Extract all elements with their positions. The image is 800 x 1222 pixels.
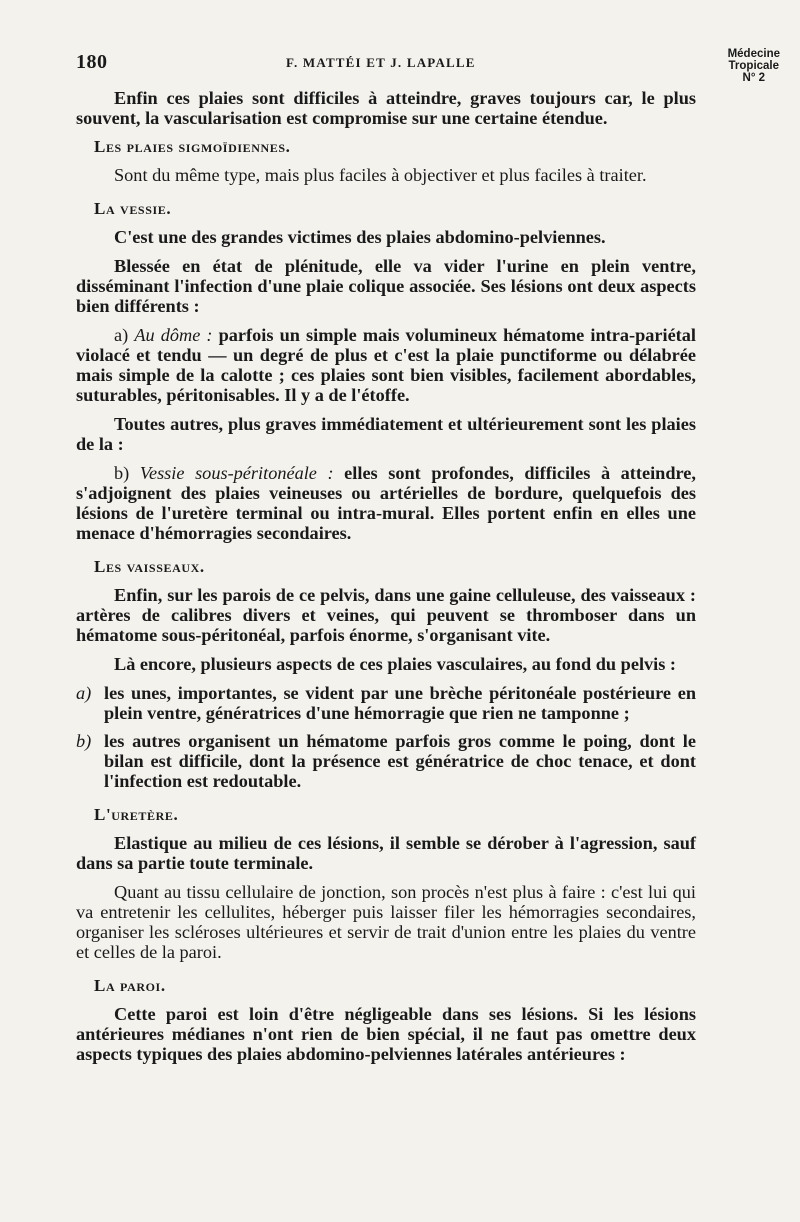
item-marker: b) (114, 463, 130, 483)
journal-name-line2: Tropicale (728, 60, 780, 72)
item-text: parfois un simple mais volumineux hématome intra-pariétal violacé et tendu — un degré de plus et c'est la plaie punctiforme ou délabrée mais simple de la calotte ; ces plaies sont bien visibles, facilement abordables, suturables, péritonisables. Il y a de l'étoffe. (76, 325, 696, 405)
list-text: les autres organisent un hématome parfois gros comme le poing, dont le bilan est difficile, dont la présence est génératrice de choc tenace, et dont l'infection est redoutable. (104, 731, 696, 791)
journal-label (728, 48, 780, 84)
bladder-item-a (76, 325, 696, 405)
section-heading-ureter: L'uretère. (94, 805, 179, 824)
ureter-paragraph-2: Quant au tissu cellulaire de jonction, son procès n'est plus à faire : c'est lui qui va entretenir les cellulites, héberger puis laisser filer les hémorragies secondaires, organiser les scléroses ultérieures et servir de trait d'union entre les plaies du ventre et celles de la paroi. (76, 882, 696, 962)
sigmoid-paragraph: Sont du même type, mais plus faciles à objectiver et plus faciles à traiter. (114, 165, 647, 185)
page-header (76, 48, 780, 88)
list-item (76, 731, 696, 791)
section-heading-bladder: La vessie. (94, 199, 172, 218)
list-text: les unes, importantes, se vident par une brèche péritonéale postérieure en plein ventre, génératrices d'une hémorragie que rien ne tamponne ; (104, 683, 696, 723)
vessels-paragraph-1: Enfin, sur les parois de ce pelvis, dans une gaine celluleuse, des vaisseaux : artères de calibres divers et veines, qui peuvent se thromboser dans un hématome sous-péritonéal, parfois énorme, s'organisant vite. (76, 585, 696, 645)
item-lead: Au dôme : (134, 325, 213, 345)
intro-paragraph: Enfin ces plaies sont difficiles à atteindre, graves toujours car, le plus souvent, la vascularisation est compromise sur une certaine étendue. (76, 88, 696, 128)
list-marker: b) (76, 731, 92, 751)
section-heading-vessels: Les vaisseaux. (94, 557, 205, 576)
journal-issue: N° 2 (742, 72, 766, 84)
item-text: elles sont profondes, difficiles à atteindre, s'adjoignent des plaies veineuses ou artérielles de bordure, quelquefois des lésions de l'uretère terminal ou intra-mural. Elles portent enfin en elles une menace d'hémorragies secondaires. (76, 463, 696, 543)
list-marker: a) (76, 683, 92, 703)
page-number: 180 (76, 51, 108, 73)
bladder-paragraph-2: Blessée en état de plénitude, elle va vider l'urine en plein ventre, disséminant l'infection d'une plaie colique associée. Ses lésions ont deux aspects bien différents : (76, 256, 696, 316)
list-item (76, 683, 696, 723)
item-marker: a) (114, 325, 129, 345)
bladder-paragraph-3: Toutes autres, plus graves immédiatement et ultérieurement sont les plaies de la : (76, 414, 696, 454)
section-heading-sigmoid: Les plaies sigmoïdiennes. (94, 137, 291, 156)
item-lead: Vessie sous-péritonéale : (139, 463, 334, 483)
bladder-paragraph-1: C'est une des grandes victimes des plaies abdomino-pelviennes. (114, 227, 606, 247)
running-head: F. MATTÉI ET J. LAPALLE (286, 55, 476, 70)
section-heading-wall: La paroi. (94, 976, 166, 995)
ureter-paragraph-1: Elastique au milieu de ces lésions, il semble se dérober à l'agression, sauf dans sa partie toute terminale. (76, 833, 696, 873)
wall-paragraph-1: Cette paroi est loin d'être négligeable dans ses lésions. Si les lésions antérieures médianes n'ont rien de bien spécial, il ne faut pas omettre deux aspects typiques des plaies abdomino-pelviennes latérales antérieures : (76, 1004, 696, 1064)
bladder-item-b (76, 463, 696, 543)
vessels-paragraph-2: Là encore, plusieurs aspects de ces plaies vasculaires, au fond du pelvis : (114, 654, 677, 674)
article-body (76, 88, 696, 1073)
journal-name-line1: Médecine (727, 48, 780, 60)
